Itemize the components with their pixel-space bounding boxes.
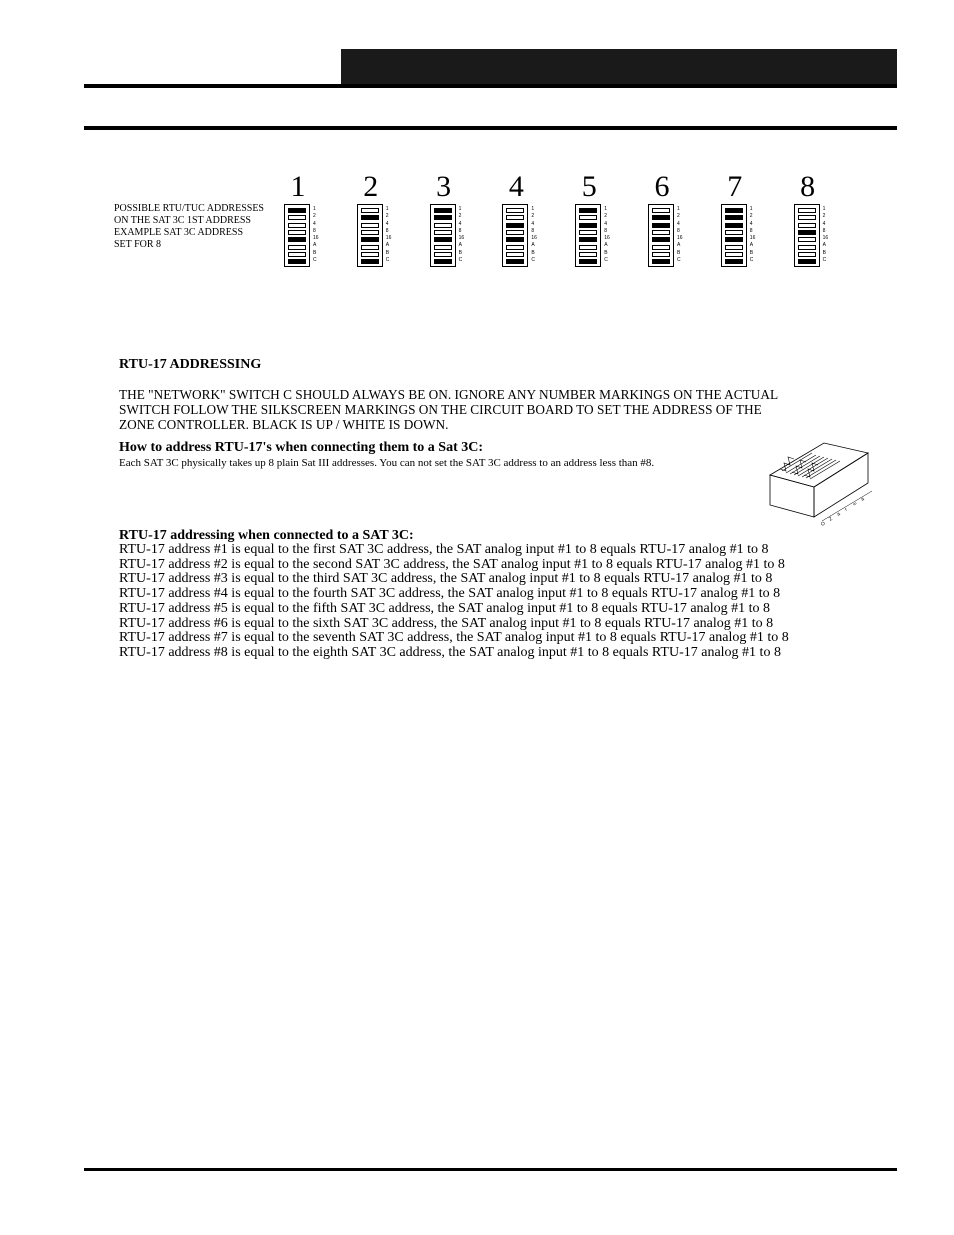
dip-switch-label: 8 xyxy=(385,227,389,234)
address-line: RTU-17 address #6 is equal to the sixth SAT 3C address, the SAT analog input #1 to 8 equals RTU-17 analog #1 to 8 xyxy=(119,615,774,631)
dip-switch-label: C xyxy=(458,257,463,264)
dip-switch-toggle xyxy=(506,237,524,242)
dip-switch-label: 2 xyxy=(677,213,680,220)
dip-switch-number: 7 xyxy=(727,170,743,203)
dip-switch-toggle xyxy=(361,208,379,213)
dip-switch-knob-on xyxy=(799,231,815,234)
dip-switch-toggle xyxy=(652,245,670,250)
dip-switch-label: B xyxy=(385,249,390,256)
dip-switch-number: 8 xyxy=(800,170,816,203)
dip-switch-label: 1 xyxy=(749,206,753,212)
dip-switch-label: A xyxy=(822,242,826,249)
dip-switch-label: B xyxy=(677,249,681,256)
caption-line: POSSIBLE RTU/TUC ADDRESSES xyxy=(114,203,264,214)
dip-switch-labels xyxy=(604,206,610,264)
dip-switch-label: C xyxy=(749,257,754,264)
address-line: RTU-17 address #8 is equal to the eighth SAT 3C address, the SAT analog input #1 to 8 equals RTU-17 analog #1 to 8 xyxy=(119,644,781,660)
how-to-title: How to address RTU-17's when connecting them to a Sat 3C: xyxy=(119,440,484,455)
dip-switch-toggle xyxy=(288,208,306,213)
address-line: RTU-17 address #7 is equal to the seventh SAT 3C address, the SAT analog input #1 to 8 equals RTU-17 analog #1 to 8 xyxy=(119,630,789,646)
dip-switch-label: 8 xyxy=(313,227,316,234)
dip-switch-knob-on xyxy=(362,238,378,241)
dip-switch-label: 4 xyxy=(749,220,753,227)
dip-switch-label: 4 xyxy=(604,220,607,227)
dip-switch-label: 4 xyxy=(458,220,462,227)
dip-switch-number: 5 xyxy=(581,170,597,203)
dip-switch-label: 16 xyxy=(604,235,610,242)
dip-switch-labels xyxy=(531,206,537,264)
dip-switch-toggle xyxy=(725,208,743,213)
dip-switch-toggle xyxy=(579,208,597,213)
dip-switch-knob-on xyxy=(435,216,451,219)
dip-switch xyxy=(357,204,383,267)
dip-switch-label: 8 xyxy=(604,227,607,234)
dip-switch-knob-on xyxy=(289,260,305,263)
dip-switch-knob-on xyxy=(653,260,669,263)
dip-switch-toggle xyxy=(725,237,743,242)
dip-switch-knob-on xyxy=(580,260,596,263)
dip-switch-toggle xyxy=(434,252,452,257)
dip-switch-label: C xyxy=(677,257,681,264)
dip-switch-toggle xyxy=(434,223,452,228)
address-list-title: RTU-17 addressing when connected to a SAT 3C: xyxy=(119,528,414,543)
dip-switch-label: 2 xyxy=(604,213,607,220)
dip-switch-knob-on xyxy=(653,216,669,219)
dip-switch xyxy=(284,204,310,267)
dip-switch-toggle xyxy=(361,245,379,250)
svg-text:a: a xyxy=(836,511,842,518)
svg-text:∞: ∞ xyxy=(852,500,859,508)
dip-switch-toggle xyxy=(288,223,306,228)
dip-switch-knob-on xyxy=(435,260,451,263)
dip-switch-knob-on xyxy=(362,260,378,263)
dip-switch-toggle xyxy=(579,252,597,257)
dip-switch-label: 8 xyxy=(749,227,753,234)
dip-switch-toggle xyxy=(361,259,379,264)
dip-switch-toggle xyxy=(579,237,597,242)
dip-switch-toggle xyxy=(434,215,452,220)
svg-text:r: r xyxy=(844,506,849,513)
dip-switch-toggle xyxy=(652,208,670,213)
address-list xyxy=(119,543,789,661)
dip-switch-knob-on xyxy=(799,260,815,263)
dip-switch-label: 2 xyxy=(313,213,316,220)
dip-switch-toggle xyxy=(288,245,306,250)
dip-switch-toggle xyxy=(579,259,597,264)
dip-switch-label: 4 xyxy=(531,220,535,227)
dip-switch-label: 8 xyxy=(677,227,680,234)
dip-switch-knob-on xyxy=(289,209,305,212)
dip-switch-knob-on xyxy=(653,224,669,227)
dip-switch-toggle xyxy=(652,223,670,228)
dip-switch-knob-on xyxy=(580,238,596,241)
dip-switch-knob-on xyxy=(726,238,742,241)
dip-switch-toggle xyxy=(506,245,524,250)
dip-switch-toggle xyxy=(798,223,816,228)
dip-switch-toggle xyxy=(798,215,816,220)
dip-switch-toggle xyxy=(361,215,379,220)
dip-switch-toggle xyxy=(361,237,379,242)
dip-switch-knob-on xyxy=(726,260,742,263)
dip-switch-label: C xyxy=(313,257,317,264)
dip-switch-label: 1 xyxy=(677,206,680,212)
caption-line: ON THE SAT 3C 1ST ADDRESS xyxy=(114,215,251,226)
dip-switch-toggle xyxy=(798,208,816,213)
dip-switch-toggle xyxy=(434,208,452,213)
dip-switch-label: 4 xyxy=(313,220,316,227)
svg-text:Z: Z xyxy=(828,516,834,523)
dip-switch-knob-on xyxy=(435,209,451,212)
dip-switch xyxy=(502,204,528,267)
dip-switch-toggle xyxy=(579,245,597,250)
dip-switch-label: 2 xyxy=(458,213,462,220)
dip-switch-toggle xyxy=(288,259,306,264)
dip-switch xyxy=(721,204,747,267)
dip-switch-toggle xyxy=(288,237,306,242)
caption-line: SET FOR 8 xyxy=(114,239,162,250)
note-line: THE "NETWORK" SWITCH C SHOULD ALWAYS BE ON. IGNORE ANY NUMBER MARKINGS ON THE ACTUAL xyxy=(119,387,779,402)
dip-switch-label: 2 xyxy=(822,213,826,220)
dip-switch-label: 4 xyxy=(677,220,680,227)
footer-rule xyxy=(84,1168,897,1171)
dip-switch-toggle xyxy=(652,259,670,264)
how-to-body: Each SAT 3C physically takes up 8 plain Sat III addresses. You can not set the SAT 3C address to an address less than #8. xyxy=(119,457,655,469)
dip-switch-label: 2 xyxy=(531,213,535,220)
address-line: RTU-17 address #5 is equal to the fifth SAT 3C address, the SAT analog input #1 to 8 equals RTU-17 analog #1 to 8 xyxy=(119,600,771,616)
note-line: ZONE CONTROLLER. BLACK IS UP / WHITE IS DOWN. xyxy=(119,417,449,432)
dip-switch-label: 8 xyxy=(458,227,462,234)
dip-switch-knob-on xyxy=(653,238,669,241)
dip-switch-label: 16 xyxy=(313,235,319,242)
dip-switch-label: 2 xyxy=(385,213,389,220)
dip-switch-label: B xyxy=(749,249,754,256)
dip-switch-label: 4 xyxy=(385,220,389,227)
section-title: RTU-17 ADDRESSING xyxy=(119,357,262,372)
dip-switch-label: 16 xyxy=(677,235,683,242)
dip-switch-label: A xyxy=(604,242,608,249)
dip-switch-labels xyxy=(677,206,683,264)
dip-switch-toggle xyxy=(725,259,743,264)
dip-switch-toggle xyxy=(579,230,597,235)
dip-switch-toggle xyxy=(361,223,379,228)
svg-text:O: O xyxy=(820,520,827,528)
dip-switch-label: 16 xyxy=(385,235,392,242)
dip-switch-label: 1 xyxy=(822,206,826,212)
dip-switch-label: A xyxy=(749,242,754,249)
dip-switch-knob-on xyxy=(435,238,451,241)
dip-switch-toggle xyxy=(725,215,743,220)
dip-switch-label: 8 xyxy=(822,227,826,234)
dip-switch-label: B xyxy=(313,249,317,256)
dip-switch-toggle xyxy=(288,252,306,257)
dip-switch-toggle xyxy=(725,223,743,228)
dip-switch-knob-on xyxy=(580,209,596,212)
dip-switch-row xyxy=(0,0,954,300)
dip-switch-toggle xyxy=(798,237,816,242)
dip-switch-toggle xyxy=(288,230,306,235)
dip-switch-toggle xyxy=(652,230,670,235)
dip-switch-labels xyxy=(823,206,829,264)
dip-switch-label: B xyxy=(604,249,608,256)
dip-switch-toggle xyxy=(798,230,816,235)
dip-switch-toggle xyxy=(434,259,452,264)
dip-switch-toggle xyxy=(506,252,524,257)
dip-switch-toggle xyxy=(798,252,816,257)
dip-switch-label: B xyxy=(822,249,826,256)
dip-switch-toggle xyxy=(506,259,524,264)
dip-switch-toggle xyxy=(725,230,743,235)
dip-switch-knob-on xyxy=(726,224,742,227)
dip-switch-label: 16 xyxy=(458,235,465,242)
dip-switch-knob-on xyxy=(507,238,523,241)
dip-switch-knob-on xyxy=(362,216,378,219)
dip-switch-toggle xyxy=(506,223,524,228)
address-line: RTU-17 address #1 is equal to the first SAT 3C address, the SAT analog input #1 to 8 equals RTU-17 analog #1 to 8 xyxy=(119,542,769,557)
dip-switch-toggle xyxy=(506,215,524,220)
dip-switch-toggle xyxy=(579,215,597,220)
dip-switch-toggle xyxy=(506,208,524,213)
dip-switch-number: 2 xyxy=(363,170,379,203)
dip-switch-label: 8 xyxy=(531,227,535,234)
dip-switch-toggle xyxy=(434,245,452,250)
dip-switch-label: 4 xyxy=(822,220,826,227)
caption-line: EXAMPLE SAT 3C ADDRESS xyxy=(114,227,244,238)
dip-switch-knob-on xyxy=(507,224,523,227)
dip-switch-illustration xyxy=(764,425,874,530)
dip-switch-label: C xyxy=(604,257,608,264)
dip-switch-toggle xyxy=(361,230,379,235)
dip-switch-label: 2 xyxy=(749,213,753,220)
dip-switch-toggle xyxy=(652,252,670,257)
dip-switch-number: 1 xyxy=(290,170,306,203)
dip-switch-toggle xyxy=(798,245,816,250)
dip-switch-label: 1 xyxy=(385,206,389,212)
dip-switch-knob-on xyxy=(726,216,742,219)
dip-switch-label: 16 xyxy=(822,235,829,242)
dip-switch-label: 1 xyxy=(531,206,535,212)
dip-switch-label: A xyxy=(385,242,390,249)
dip-switch-label: A xyxy=(313,242,317,249)
dip-switch-label: 16 xyxy=(531,235,537,242)
dip-switch-label: C xyxy=(531,257,536,264)
dip-switch-toggle xyxy=(361,252,379,257)
dip-switch-toggle xyxy=(434,230,452,235)
dip-switch-labels xyxy=(750,206,756,264)
dip-switch-label: 1 xyxy=(604,206,607,212)
dip-switch xyxy=(575,204,601,267)
dip-switch-knob-on xyxy=(289,238,305,241)
dip-switch-number: 3 xyxy=(436,170,452,203)
dip-switch-knob-on xyxy=(726,209,742,212)
dip-switch-labels xyxy=(313,206,319,264)
dip-switch-knob-on xyxy=(507,260,523,263)
dip-switch-label: B xyxy=(458,249,462,256)
dip-switch-label: 1 xyxy=(458,206,462,212)
dip-switch-label: A xyxy=(531,242,535,249)
dip-switch xyxy=(648,204,674,267)
dip-switch-label: 1 xyxy=(313,206,316,212)
dip-switch-toggle xyxy=(652,215,670,220)
dip-switch-toggle xyxy=(506,230,524,235)
dip-switch-label: A xyxy=(458,242,462,249)
address-line: RTU-17 address #2 is equal to the second SAT 3C address, the SAT analog input #1 to 8 equals RTU-17 analog #1 to 8 xyxy=(119,556,785,572)
address-line: RTU-17 address #4 is equal to the fourth SAT 3C address, the SAT analog input #1 to 8 equals RTU-17 analog #1 to 8 xyxy=(119,586,781,602)
dip-switch-toggle xyxy=(434,237,452,242)
network-note xyxy=(119,387,839,432)
address-line: RTU-17 address #3 is equal to the third SAT 3C address, the SAT analog input #1 to 8 equals RTU-17 analog #1 to 8 xyxy=(119,571,773,587)
dip-switch-label: A xyxy=(677,242,681,249)
dip-switch-label: C xyxy=(385,257,390,264)
dip-switch-label: 16 xyxy=(749,235,756,242)
dip-switch-label: C xyxy=(822,257,827,264)
dip-switch-toggle xyxy=(288,215,306,220)
dip-switch xyxy=(794,204,820,267)
dip-switch-toggle xyxy=(725,245,743,250)
dip-switch-toggle xyxy=(725,252,743,257)
dip-switch-number: 4 xyxy=(508,170,524,203)
dip-switch-toggle xyxy=(652,237,670,242)
dip-switch-toggle xyxy=(579,223,597,228)
dip-switch-labels xyxy=(386,206,392,264)
svg-text:a: a xyxy=(860,496,866,503)
dip-switch-toggle xyxy=(798,259,816,264)
dip-switch-knob-on xyxy=(580,224,596,227)
dip-switch xyxy=(430,204,456,267)
dip-switch-labels xyxy=(459,206,465,264)
note-line: SWITCH FOLLOW THE SILKSCREEN MARKINGS ON THE CIRCUIT BOARD TO SET THE ADDRESS OF THE xyxy=(119,402,762,417)
dip-switch-label: B xyxy=(531,249,535,256)
dip-switch-number: 6 xyxy=(654,170,670,203)
